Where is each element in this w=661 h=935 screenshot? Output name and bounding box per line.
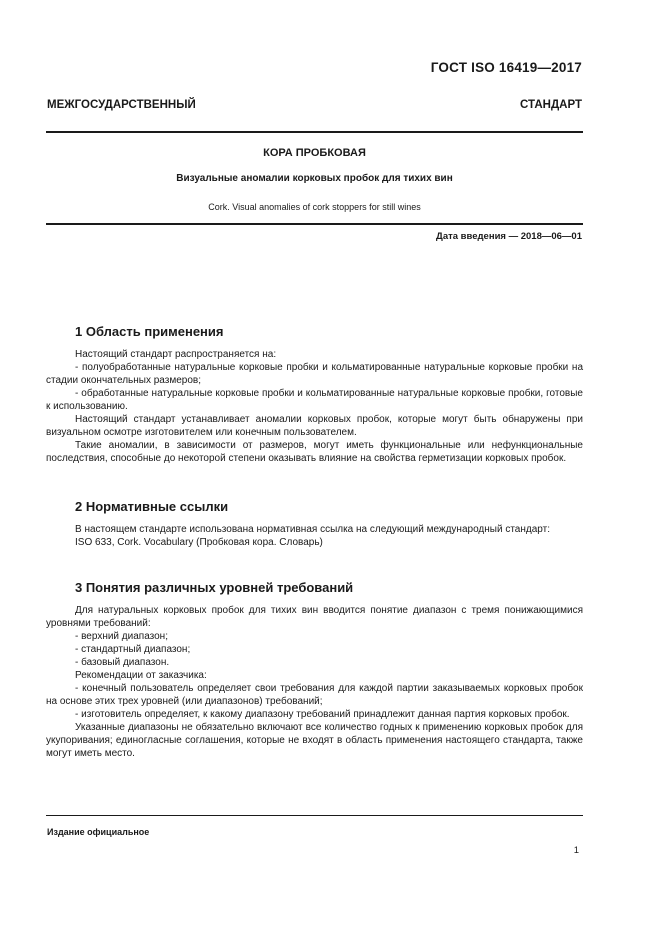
standard-subtitle: Визуальные аномалии корковых пробок для тихих вин [176, 173, 453, 184]
section-body-normative-references [46, 523, 583, 549]
top-rule [46, 131, 583, 133]
paragraph: Настоящий стандарт распространяется на: [75, 349, 277, 360]
list-item: - полуобработанные натуральные корковые пробки и кольматированные натуральные корковые пробки на стадии окончательных размеров; [46, 362, 583, 386]
standard-title: КОРА ПРОБКОВАЯ [263, 147, 366, 159]
section-body-scope [46, 348, 583, 465]
list-item: - изготовитель определяет, к какому диапазону требований принадлежит данная партия корковых пробок. [75, 709, 570, 720]
section-body-requirement-levels [46, 604, 583, 760]
list-item: - конечный пользователь определяет свои требования для каждой партии заказываемых корковых пробок на основе этих трех уровней (или диапазонов) требований; [46, 683, 583, 707]
list-item: - базовый диапазон. [75, 657, 170, 668]
list-item: - верхний диапазон; [75, 631, 168, 642]
paragraph: Указанные диапазоны не обязательно включают все количество годных к применению корковых пробок для укупоривания; единогласные соглашения, которые не входят в область применения настоящего стандарта, также могут иметь место. [46, 722, 583, 759]
document-code: ГОСТ ISO 16419—2017 [430, 60, 582, 75]
section-heading-normative-references: 2 Нормативные ссылки [75, 499, 229, 514]
paragraph: Такие аномалии, в зависимости от размеров, могут иметь функциональные или нефункциональные последствия, способные до некоторой степени оказывать влияние на свойства герметизации корковых пробок. [46, 440, 583, 464]
page-number: 1 [573, 845, 579, 856]
interstate-standard-label: МЕЖГОСУДАРСТВЕННЫЙ СТАНДАРТ [47, 99, 582, 111]
edition-label: Издание официальное [47, 827, 150, 837]
list-item: - обработанные натуральные корковые пробки и кольматированные натуральные корковые пробки, готовые к использованию. [46, 388, 583, 412]
paragraph: Для натуральных корковых пробок для тихих вин вводится понятие диапазон с тремя понижающимися уровнями требований: [46, 605, 583, 629]
section-heading-scope: 1 Область применения [75, 324, 224, 339]
standard-title-english: Cork. Visual anomalies of cork stoppers for still wines [208, 202, 421, 212]
section-heading-requirement-levels: 3 Понятия различных уровней требований [75, 580, 354, 595]
paragraph: Рекомендации от заказчика: [75, 670, 207, 681]
list-item: - стандартный диапазон; [75, 644, 191, 655]
reference-item: ISO 633, Cork. Vocabulary (Пробковая кора. Словарь) [75, 537, 323, 548]
paragraph: Настоящий стандарт устанавливает аномалии корковых пробок, которые могут быть обнаружены при визуальном осмотре изготовителем или конечным пользователем. [46, 414, 583, 438]
introduction-date: Дата введения — 2018—06—01 [436, 231, 582, 242]
title-bottom-rule [46, 223, 583, 225]
paragraph: В настоящем стандарте использована нормативная ссылка на следующий международный стандарт: [75, 524, 550, 535]
footer-rule [46, 815, 583, 816]
